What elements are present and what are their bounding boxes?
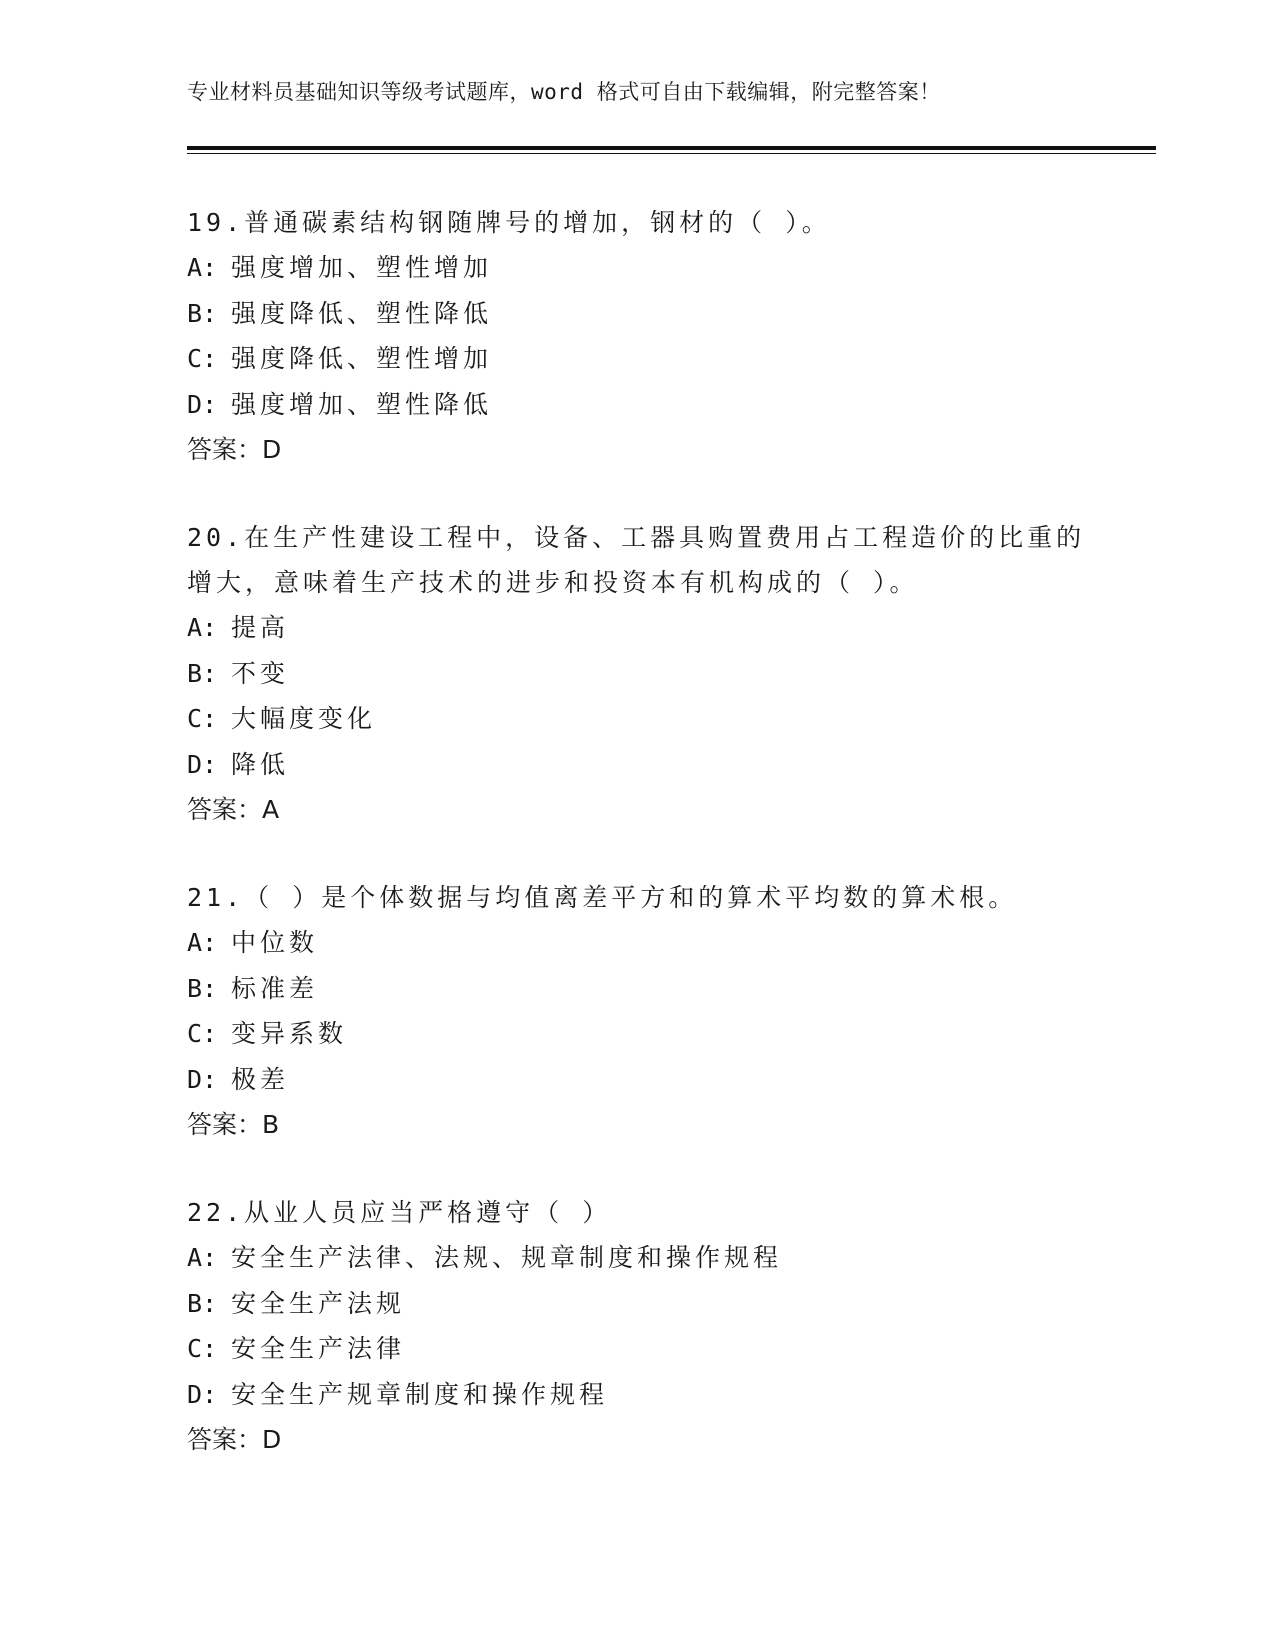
question-text-continued: 增大，意味着生产技术的进步和投资本有机构成的（ ）。: [187, 568, 919, 597]
question-text: 20.在生产性建设工程中，设备、工器具购置费用占工程造价的比重的: [187, 523, 1086, 552]
option-text: 中位数: [231, 928, 319, 957]
option-text: 大幅度变化: [231, 704, 377, 733]
option-text: 强度增加、塑性增加: [231, 253, 493, 282]
option-d: D: 极差: [187, 1064, 290, 1094]
option-d: D: 安全生产规章制度和操作规程: [187, 1379, 609, 1409]
option-text: 强度降低、塑性降低: [231, 298, 493, 328]
option-text: 不变: [231, 658, 290, 688]
question-text: 21.（ ）是个体数据与均值离差平方和的算术平均数的算术根。: [187, 883, 1018, 912]
option-a: A: 提高: [187, 613, 290, 642]
option-text: 强度降低、塑性增加: [231, 344, 493, 373]
option-text: 标准差: [231, 973, 319, 1003]
option-text: 提高: [231, 613, 290, 642]
option-text: 安全生产法律: [231, 1334, 406, 1363]
header-divider: [187, 146, 1156, 154]
question-text: 22.从业人员应当严格遵守（ ）: [187, 1198, 612, 1227]
option-c: C: 变异系数: [187, 1019, 348, 1048]
option-d: D: 强度增加、塑性降低: [187, 389, 493, 419]
option-text: 强度增加、塑性降低: [231, 389, 493, 419]
option-text: 极差: [231, 1064, 290, 1094]
option-d: D: 降低: [187, 749, 290, 779]
option-text: 安全生产规章制度和操作规程: [231, 1379, 609, 1409]
option-b: B: 安全生产法规: [187, 1288, 406, 1318]
answer-line: 答案：B: [187, 1110, 280, 1139]
answer-line: 答案：D: [187, 435, 282, 464]
page-header: 专业材料员基础知识等级考试题库，word 格式可自由下载编辑，附完整答案！: [187, 80, 941, 104]
question-20: [187, 515, 1107, 832]
option-c: C: 大幅度变化: [187, 704, 377, 733]
option-a: A: 安全生产法律、法规、规章制度和操作规程: [187, 1243, 783, 1272]
question-21: [187, 875, 1107, 1147]
option-b: B: 标准差: [187, 973, 319, 1003]
answer-line: 答案：A: [187, 795, 280, 824]
question-text: 19.普通碳素结构钢随牌号的增加，钢材的（ ）。: [187, 208, 831, 237]
option-text: 安全生产法规: [231, 1288, 406, 1318]
option-a: A: 中位数: [187, 928, 319, 957]
answer-line: 答案：D: [187, 1425, 282, 1454]
option-b: B: 不变: [187, 658, 290, 688]
option-c: C: 安全生产法律: [187, 1334, 406, 1363]
option-a: A: 强度增加、塑性增加: [187, 253, 493, 282]
option-text: 安全生产法律、法规、规章制度和操作规程: [231, 1243, 783, 1272]
option-text: 变异系数: [231, 1019, 348, 1048]
option-c: C: 强度降低、塑性增加: [187, 344, 493, 373]
question-22: [187, 1190, 1107, 1462]
option-b: B: 强度降低、塑性降低: [187, 298, 493, 328]
question-19: [187, 200, 1107, 472]
option-text: 降低: [231, 749, 290, 779]
